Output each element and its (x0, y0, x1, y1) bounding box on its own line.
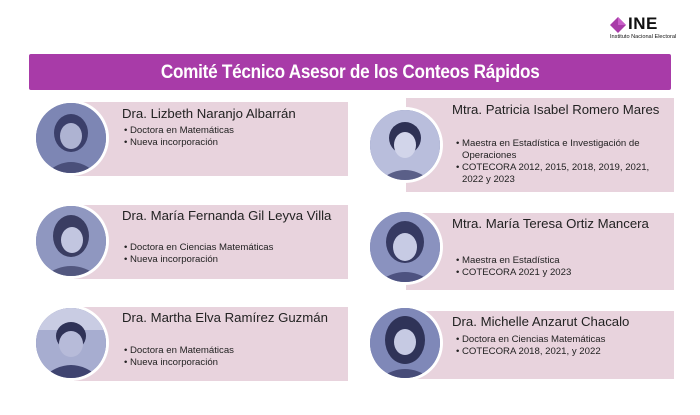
avatar (367, 209, 443, 285)
member-detail: • Doctora en Matemáticas (124, 345, 344, 357)
member-detail: • COTECORA 2018, 2021, y 2022 (456, 346, 670, 358)
avatar (367, 107, 443, 183)
member-name: Dra. María Fernanda Gil Leyva Villa (122, 208, 332, 223)
member-detail: • Doctora en Ciencias Matemáticas (124, 242, 344, 254)
member-detail: • Maestra en Estadística (456, 255, 670, 267)
avatar (33, 100, 109, 176)
avatar (367, 305, 443, 381)
member-detail: • COTECORA 2012, 2015, 2018, 2019, 2021, 2022 y 2023 (456, 162, 670, 186)
member-detail: • Doctora en Ciencias Matemáticas (456, 334, 670, 346)
ine-logo (610, 15, 686, 45)
ine-logo-mark-icon (610, 17, 626, 33)
portrait-icon (36, 103, 106, 173)
logo-name: INE (628, 14, 658, 33)
member-detail: • Maestra en Estadística e Investigación de Operaciones (456, 138, 670, 162)
member-detail: • Nueva incorporación (124, 137, 344, 149)
member-details (456, 334, 670, 358)
member-details (124, 242, 344, 266)
member-detail: • Nueva incorporación (124, 357, 344, 369)
member-name: Dra. Lizbeth Naranjo Albarrán (122, 106, 296, 121)
member-detail: • Doctora en Matemáticas (124, 125, 344, 137)
member-detail: • Nueva incorporación (124, 254, 344, 266)
portrait-icon (36, 308, 106, 378)
portrait-icon (370, 212, 440, 282)
member-details (456, 138, 670, 186)
portrait-icon (370, 110, 440, 180)
member-details (456, 255, 670, 279)
title-banner (29, 54, 671, 90)
member-detail: • COTECORA 2021 y 2023 (456, 267, 670, 279)
member-details (124, 345, 344, 369)
portrait-icon (36, 206, 106, 276)
page-title: Comité Técnico Asesor de los Conteos Rápidos (160, 60, 540, 83)
member-name: Dra. Michelle Anzarut Chacalo (452, 314, 630, 329)
portrait-icon (370, 308, 440, 378)
avatar (33, 305, 109, 381)
member-name: Mtra. Patricia Isabel Romero Mares (452, 102, 660, 117)
member-name: Dra. Martha Elva Ramírez Guzmán (122, 310, 328, 325)
logo-subtitle: Instituto Nacional Electoral (610, 34, 677, 40)
member-name: Mtra. María Teresa Ortiz Mancera (452, 216, 649, 231)
avatar (33, 203, 109, 279)
member-details (124, 125, 344, 149)
